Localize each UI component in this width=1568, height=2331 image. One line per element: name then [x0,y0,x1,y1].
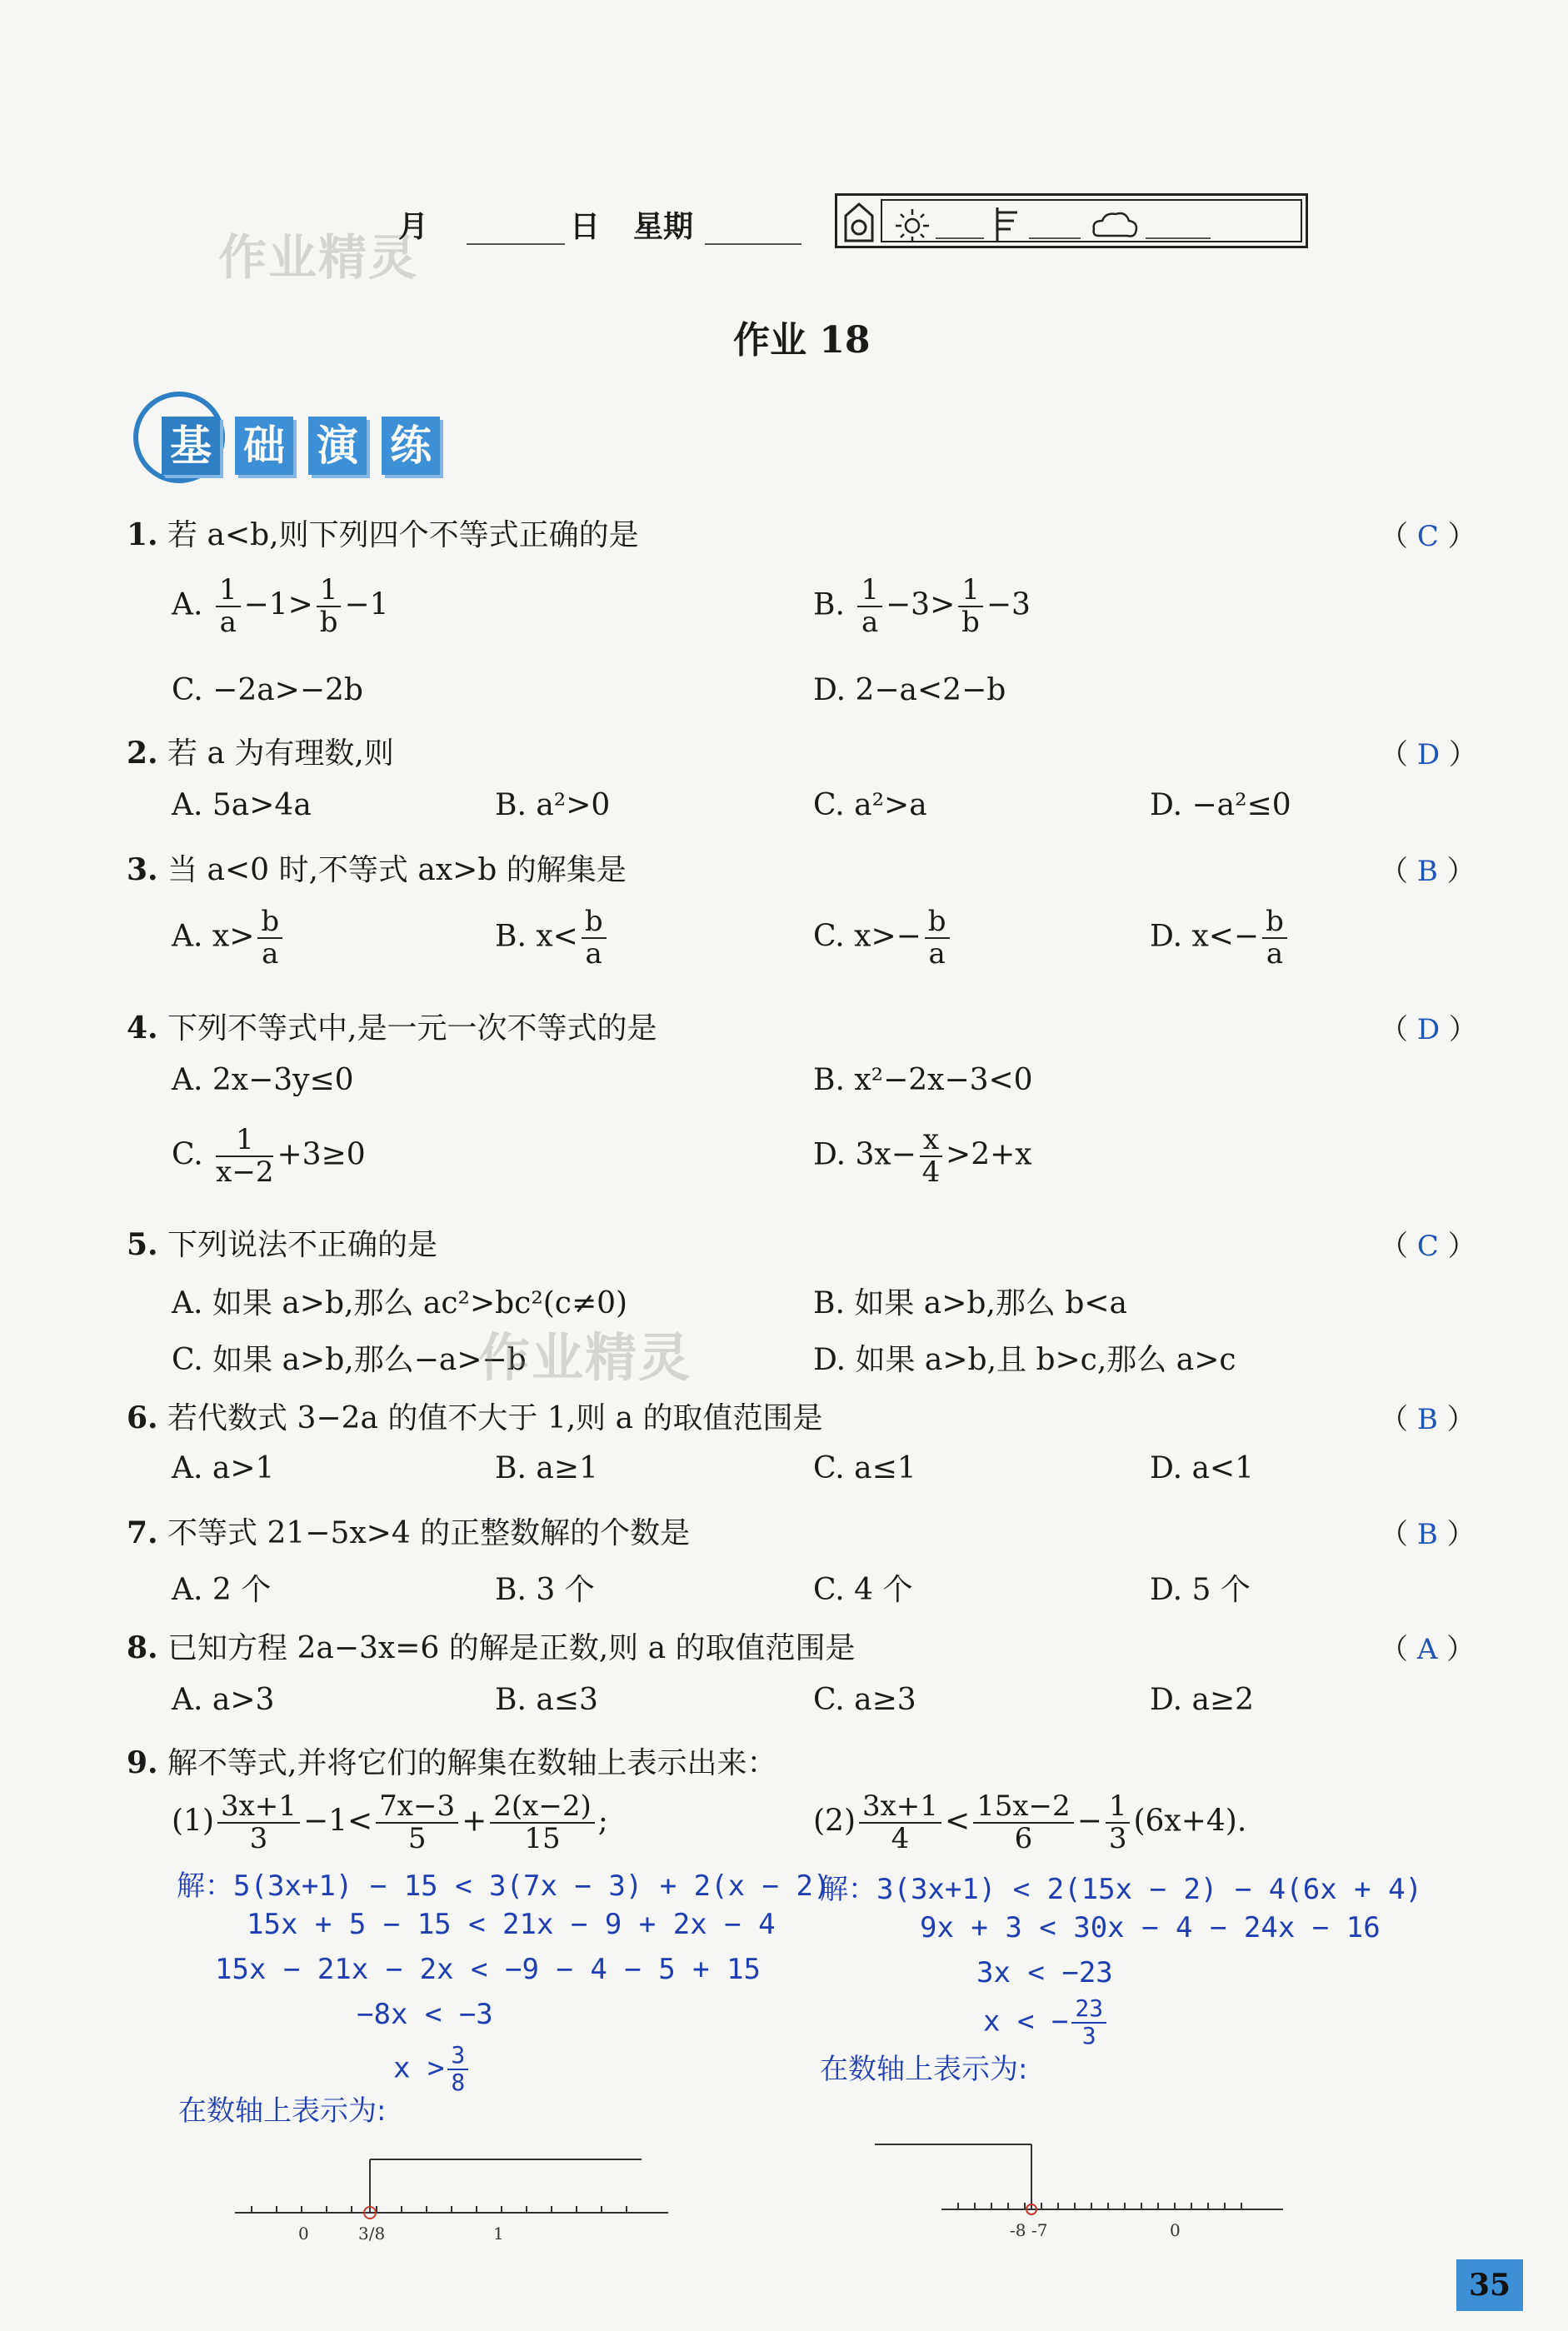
q7-option-a: A. 2 个 [172,1573,272,1607]
answer-4: （ D ） [1380,1013,1477,1046]
question-5: 5. 下列说法不正确的是 [127,1227,438,1262]
question-4: 4. 下列不等式中,是一元一次不等式的是 [127,1011,657,1046]
axis-label-2: 在数轴上表示为: [820,2053,1028,2086]
q1-option-d: D. 2−a<2−b [813,673,1006,707]
day-label: 日 [570,210,601,244]
q8-option-d: D. a≥2 [1150,1683,1254,1717]
question-stem: 若 a<b,则下列四个不等式正确的是 [167,518,639,552]
answer-value: C [1416,520,1439,553]
q2-option-b: B. a²>0 [495,788,611,822]
sol2-line-3: 3x < −23 [976,1956,1113,1989]
q4-option-a: A. 2x−3y≤0 [172,1063,354,1097]
badge-char-1: 基 [162,417,220,475]
weather-box [835,193,1308,248]
q3-option-a: A. x> $\frac{b}{a}$ [172,906,286,971]
number-line-2 [866,2133,1300,2249]
tick-label-0: 0 [1170,2220,1181,2240]
weekday-label: 星期 [633,210,694,244]
watermark-2: 作业精灵 [478,1327,692,1388]
page-number: 35 [1456,2259,1523,2311]
cloud-icon[interactable] [1091,209,1141,242]
q5-option-b: B. 如果 a>b,那么 b<a [813,1286,1128,1320]
q5-option-c: C. 如果 a>b,那么−a>−b [172,1343,527,1377]
tick-label-3-8: 3/8 [358,2224,386,2244]
sol1-line-5: x > $\frac{3}{8}$ [393,2043,472,2096]
answer-8: （ A ） [1380,1633,1476,1666]
q1-option-a: A. $\frac{1}{a}$ −1> $\frac{1}{b}$ −1 [172,573,389,640]
q3-option-b: B. x< $\frac{b}{a}$ [495,906,610,971]
sun-blank[interactable] [936,237,984,239]
sol1-line-3: 15x − 21x − 2x < −9 − 4 − 5 + 15 [215,1953,762,1986]
sol2-line-2: 9x + 3 < 30x − 4 − 24x − 16 [920,1911,1381,1944]
q7-option-d: D. 5 个 [1150,1573,1251,1607]
answer-6: （ B ） [1380,1403,1476,1436]
question-3: 3. 当 a<0 时,不等式 ax>b 的解集是 [127,852,627,887]
q7-option-b: B. 3 个 [495,1573,595,1607]
question-2: 2. 若 a 为有理数,则 [127,736,394,771]
q6-option-b: B. a≥1 [495,1451,598,1485]
axis-label-1: 在数轴上表示为: [178,2094,387,2128]
answer-2: （ D ） [1380,738,1477,771]
q8-option-a: A. a>3 [172,1683,275,1717]
tick-label-neg7: -7 [1031,2220,1048,2240]
q4-option-d: D. 3x− $\frac{x}{4}$ >2+x [813,1123,1032,1190]
question-7: 7. 不等式 21−5x>4 的正整数解的个数是 [127,1515,691,1550]
sun-icon[interactable] [894,207,931,244]
wind-blank[interactable] [1029,237,1081,239]
badge-char-4: 练 [382,417,440,475]
number-line-1 [185,2133,685,2249]
answer-1: （ C ） [1380,520,1476,553]
question-number: 1. [127,517,158,552]
q8-option-c: C. a≥3 [813,1683,916,1717]
sol1-line-1: 解：5(3x+1) − 15 < 3(7x − 3) + 2(x − 2) [177,1869,831,1903]
tick-label-1: 1 [493,2224,504,2244]
question-8: 8. 已知方程 2a−3x=6 的解是正数,则 a 的取值范围是 [127,1630,856,1665]
badge-char-2: 础 [235,417,293,475]
page-title: 作业 18 [733,319,871,362]
q1-option-b: B. $\frac{1}{a}$ −3> $\frac{1}{b}$ −3 [813,573,1031,640]
q2-option-a: A. 5a>4a [172,788,312,822]
q7-option-c: C. 4 个 [813,1573,913,1607]
q4-option-b: B. x²−2x−3<0 [813,1063,1033,1097]
sol1-line-4: −8x < −3 [357,1998,493,2031]
sol1-line-2: 15x + 5 − 15 < 21x − 9 + 2x − 4 [247,1908,776,1941]
weather-inner [881,199,1302,242]
question-9: 9. 解不等式,并将它们的解集在数轴上表示出来： [127,1745,777,1780]
q2-option-d: D. −a²≤0 [1150,788,1291,822]
q6-option-c: C. a≤1 [813,1451,916,1485]
sol2-line-4: x < − $\frac{23}{3}$ [983,1996,1110,2049]
q6-option-a: A. a>1 [172,1451,275,1485]
watermark: 作业精灵 [218,229,419,286]
tick-label-neg8: -8 [1010,2220,1026,2240]
weekday-blank[interactable] [705,243,801,245]
q9-part-2: (2) $\frac{3x+1}{4}$ < $\frac{15x-2}{6}$ − $\frac{1}{3}$ (6x+4). [813,1789,1247,1856]
q6-option-d: D. a<1 [1150,1451,1254,1485]
tick-label-0: 0 [298,2224,309,2244]
month-label: 月 [398,210,429,244]
q5-option-a: A. 如果 a>b,那么 ac²>bc²(c≠0) [172,1286,628,1320]
q3-option-d: D. x<− $\frac{b}{a}$ [1150,906,1291,971]
q4-option-c: C. $\frac{1}{x-2}$ +3≥0 [172,1123,366,1190]
sol2-line-1: 解：3(3x+1) < 2(15x − 2) − 4(6x + 4) [820,1873,1423,1906]
q1-option-c: C. −2a>−2b [172,673,363,707]
q3-option-c: C. x>− $\frac{b}{a}$ [813,906,953,971]
answer-3: （ B ） [1380,855,1476,888]
q9-part-1: (1) $\frac{3x+1}{3}$ −1< $\frac{7x-3}{5}$ + $\frac{2(x-2)}{15}$ ; [172,1789,608,1856]
cloud-blank[interactable] [1146,237,1211,239]
day-blank[interactable] [467,243,565,245]
q5-option-d: D. 如果 a>b,且 b>c,那么 a>c [813,1343,1236,1377]
answer-7: （ B ） [1380,1518,1476,1551]
answer-5: （ C ） [1380,1230,1476,1263]
clock-tower-icon [842,202,876,242]
badge-char-3: 演 [308,417,367,475]
question-1 [127,512,639,554]
question-6: 6. 若代数式 3−2a 的值不大于 1,则 a 的取值范围是 [127,1400,823,1435]
q2-option-c: C. a²>a [813,788,927,822]
wind-flag-icon[interactable] [992,206,1022,244]
q8-option-b: B. a≤3 [495,1683,598,1717]
